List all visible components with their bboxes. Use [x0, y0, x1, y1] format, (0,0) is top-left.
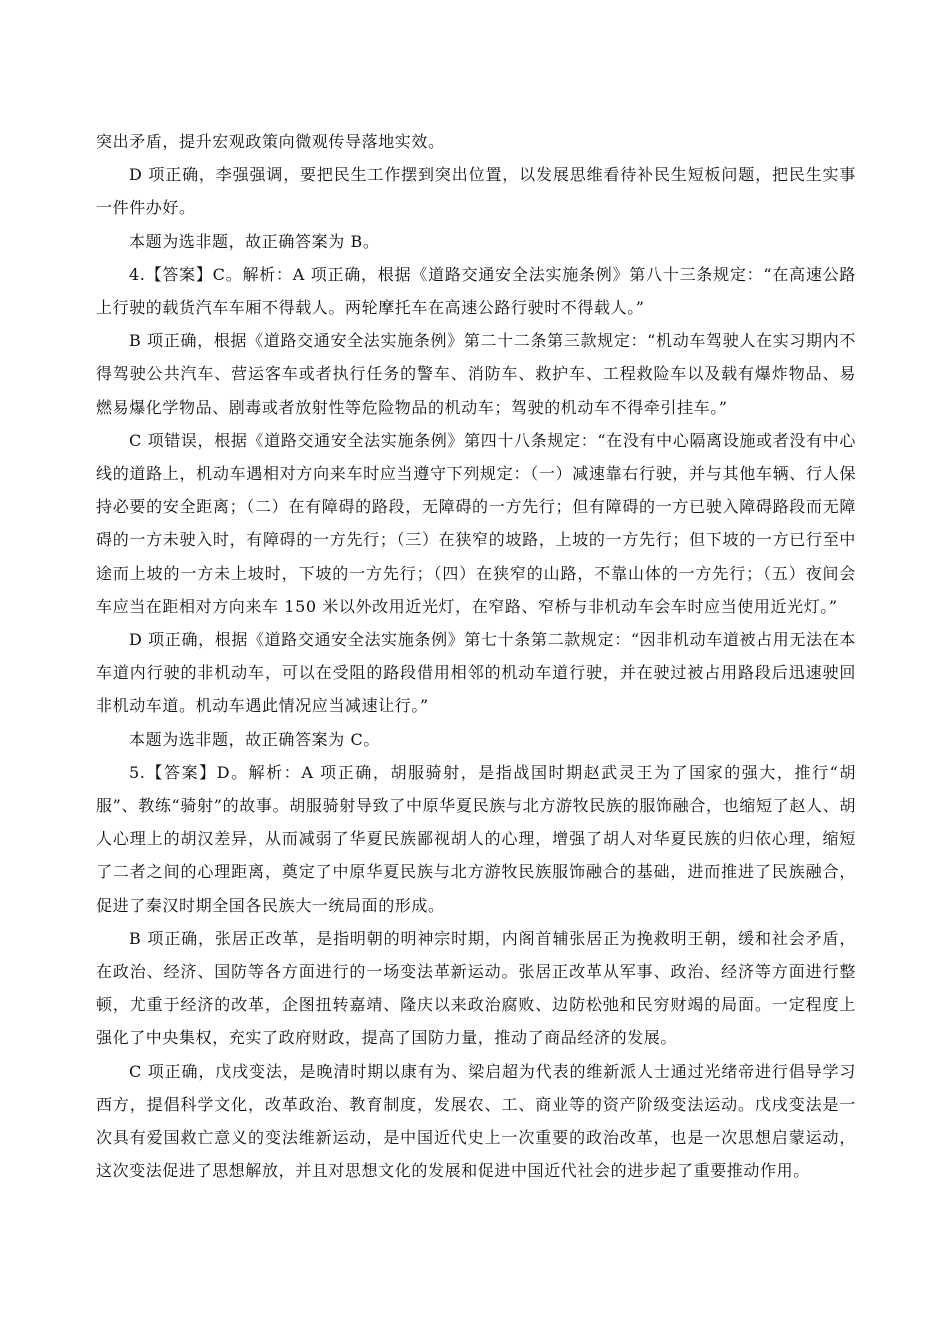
paragraph-answer-q4: 本题为选非题，故正确答案为 C。 [129, 729, 380, 749]
paragraph-option-b-q5: B 项正确，张居正改革，是指明朝的明神宗时期，内阁首辅张居正为挽救明王朝，缓和社会矛盾，在政治、经济、国防等各方面进行的一场变法革新运动。张居正改革从军事、政治、经济等方面进行整顿，尤重于经济的改革，企图扭转嘉靖、隆庆以来政治腐败、边防松弛和民穷财竭的局面。一定程度上强化了中央集权，充实了政府财政，提高了国防力量，推动了商品经济的发展。 [96, 928, 856, 1048]
paragraph-option-c-q5: C 项正确，戊戌变法，是晚清时期以康有为、梁启超为代表的维新派人士通过光绪帝进行倡导学习西方，提倡科学文化，改革政治、教育制度，发展农、工、商业等的资产阶级变法运动。戊戌变法是一次具有爱国救亡意义的变法维新运动，是中国近代史上一次重要的政治改革，也是一次思想启蒙运动，这次变法促进了思想解放，并且对思想文化的发展和促进中国近代社会的进步起了重要推动作用。 [96, 1061, 856, 1181]
paragraph-continuation: 突出矛盾，提升宏观政策向微观传导落地实效。 [96, 132, 445, 151]
paragraph-option-d-q4: D 项正确，根据《道路交通安全法实施条例》第七十条第二款规定：“因非机动车道被占用无法在本车道内行驶的非机动车，可以在受阻的路段借用相邻的机动车道行驶，并在驶过被占用路段后迅速驶回非机动车道。机动车遇此情况应当减速让行。” [96, 630, 856, 716]
paragraph-q4-intro: 4.【答案】C。解析：A 项正确，根据《道路交通安全法实施条例》第八十三条规定：“在高速公路上行驶的载货汽车车厢不得载人。两轮摩托车在高速公路行驶时不得载人。” [96, 264, 856, 318]
paragraph-option-c-q4: C 项错误，根据《道路交通安全法实施条例》第四十八条规定：“在没有中心隔离设施或者没有中心线的道路上，机动车遇相对方向来车时应当遵守下列规定：（一）减速靠右行驶，并与其他车辆、行人保持必要的安全距离；（二）在有障碍的路段，无障碍的一方先行；但有障碍的一方已驶入障碍路段而无障碍的一方未驶入时，有障碍的一方先行；（三）在狭窄的坡路，上坡的一方先行；但下坡的一方已行至中途而上坡的一方未上坡时，下坡的一方先行；（四）在狭窄的山路，不靠山体的一方先行；（五）夜间会车应当在距相对方向来车 150 米以外改用近光灯，在窄路、窄桥与非机动车会车时应当使用近光灯。” [96, 430, 856, 616]
paragraph-answer-q3: 本题为选非题，故正确答案为 B。 [129, 231, 380, 251]
paragraph-q5-intro: 5.【答案】D。解析：A 项正确，胡服骑射，是指战国时期赵武灵王为了国家的强大，推行“胡服”、教练“骑射”的故事。胡服骑射导致了中原华夏民族与北方游牧民族的服饰融合，也缩短了赵人、胡人心理上的胡汉差异，从而减弱了华夏民族鄙视胡人的心理，增强了胡人对华夏民族的归依心理，缩短了二者之间的心理距离，奠定了中原华夏民族与北方游牧民族服饰融合的基础，进而推进了民族融合，促进了秦汉时期全国各民族大一统局面的形成。 [96, 762, 856, 915]
paragraph-option-b-q4: B 项正确，根据《道路交通安全法实施条例》第二十二条第三款规定：“机动车驾驶人在实习期内不得驾驶公共汽车、营运客车或者执行任务的警车、消防车、救护车、工程救险车以及载有爆炸物品、易燃易爆化学物品、剧毒或者放射性等危险物品的机动车；驾驶的机动车不得牵引挂车。” [96, 331, 856, 417]
document-body [96, 125, 856, 1188]
paragraph-option-d-q3: D 项正确，李强强调，要把民生工作摆到突出位置，以发展思维看待补民生短板问题，把民生实事一件件办好。 [96, 165, 856, 218]
